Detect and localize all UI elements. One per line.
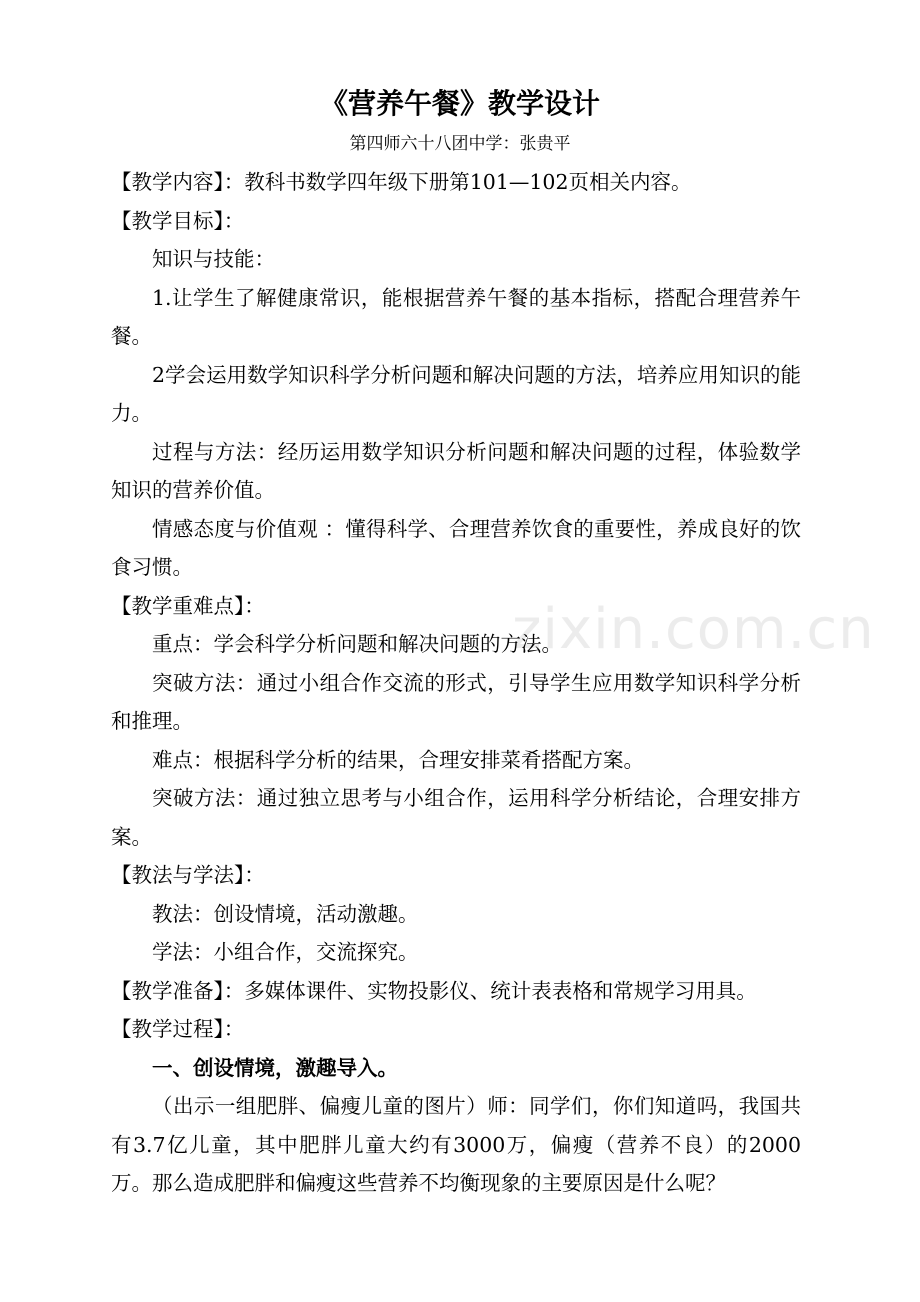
document-body — [111, 163, 801, 1203]
difficult-point-method: 突破方法：通过独立思考与小组合作，运用科学分析结论，合理安排方案。 — [111, 786, 801, 849]
goal-item-1: 1.让学生了解健康常识，能根据营养午餐的基本指标，搭配合理营养午餐。 — [111, 285, 801, 348]
section-key-difficult-points: 【教学重难点】： — [111, 593, 265, 618]
key-point: 重点：学会科学分析问题和解决问题的方法。 — [152, 632, 562, 656]
section-teaching-goals: 【教学目标】： — [111, 208, 245, 233]
process-step-1-heading: 一、创设情境，激趣导入。 — [152, 1055, 398, 1080]
goal-knowledge-skills: 知识与技能： — [152, 247, 275, 271]
section-teaching-preparation: 【教学准备】：多媒体课件、实物投影仪、统计表表格和常规学习用具。 — [111, 978, 757, 1003]
author-line: 第四师六十八团中学：张贵平 — [349, 134, 571, 154]
goal-item-2: 2学会运用数学知识科学分析问题和解决问题的方法，培养应用知识的能力。 — [111, 362, 801, 425]
difficult-point: 难点：根据科学分析的结果，合理安排菜肴搭配方案。 — [152, 747, 644, 772]
teaching-method: 教法：创设情境，活动激趣。 — [152, 901, 419, 926]
learning-method: 学法：小组合作，交流探究。 — [152, 940, 419, 964]
goal-process-method: 过程与方法：经历运用数学知识分析问题和解决问题的过程，体验数学知识的营养价值。 — [111, 439, 801, 502]
section-teaching-content: 【教学内容】：教科书数学四年级下册第101—102页相关内容。 — [111, 170, 692, 194]
document-title: 《营养午餐》教学设计 — [319, 87, 600, 120]
goal-attitude-values: 情感态度与价值观 ：懂得科学、合理营养饮食的重要性，养成良好的饮食习惯。 — [111, 516, 801, 579]
section-teaching-learning-methods: 【教法与学法】： — [111, 863, 265, 887]
section-teaching-process: 【教学过程】： — [111, 1017, 245, 1041]
key-point-method: 突破方法：通过小组合作交流的形式，引导学生应用数学知识科学分析和推理。 — [111, 670, 801, 733]
watermark: zixin.com.cn — [512, 597, 875, 662]
process-step-1-text: （出示一组肥胖、偏瘦儿童的图片）师：同学们，你们知道吗，我国共有3.7亿儿童，其中肥胖儿童大约有3000万，偏瘦（营养不良）的2000万。那么造成肥胖和偏瘦这些营养不均衡现象的主要原因是什么呢？ — [111, 1094, 801, 1195]
